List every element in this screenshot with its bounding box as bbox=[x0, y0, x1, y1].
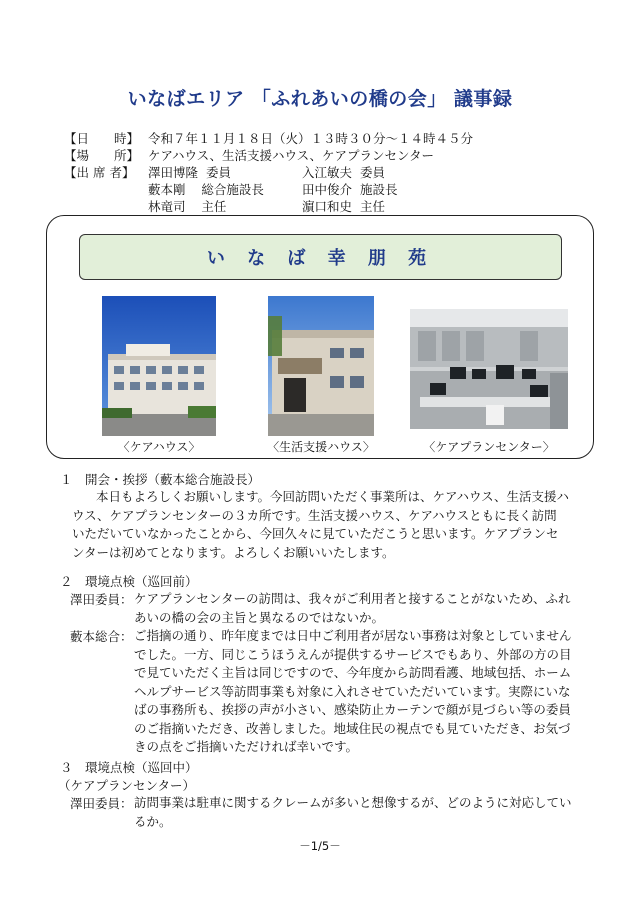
text-line: ウス、ケアプランセンターの３カ所です。生活支援ハウス、ケアハウスともに長く訪問 bbox=[72, 507, 557, 523]
text-line: るか。 bbox=[134, 813, 172, 829]
document-title: いなばエリア 「ふれあいの橋の会」 議事録 bbox=[127, 88, 513, 110]
text-line: 訪問事業は駐車に関するクレームが多いと想像するが、どのように対応してい bbox=[134, 795, 572, 810]
section-heading: ２ 環境点検（巡回前） bbox=[60, 574, 198, 589]
page-number: －1/5－ bbox=[299, 839, 341, 853]
text-line: いただいていなかったことから、今回久々に見ていただこうと思います。ケアプランセ bbox=[72, 526, 559, 541]
info-value: ケアハウス、生活支援ハウス、ケアプランセンター bbox=[148, 148, 435, 163]
speaker-remark bbox=[134, 590, 594, 627]
info-label: 【出 席 者】 bbox=[64, 165, 135, 180]
info-row-date bbox=[64, 130, 473, 147]
text-line: のご指摘いただき、改善しました。地域住民の視点でも見ていただき、お気づ bbox=[134, 720, 571, 736]
info-label: 【日 時】 bbox=[64, 131, 140, 146]
info-row-attendees bbox=[64, 164, 473, 181]
text-line: で見ていただく主旨は同じですので、今年度から訪問看護、地域包括、ホーム bbox=[134, 665, 572, 680]
speaker-remark bbox=[134, 627, 594, 757]
life-support-house-photo bbox=[268, 296, 374, 436]
section-heading: ３ 環境点検（巡回中） bbox=[60, 760, 198, 775]
text-line: でした。一方、同じこうほうえんが提供するサービスでもあり、外部の方の目 bbox=[134, 646, 572, 662]
text-line: 本日もよろしくお願いします。今回訪問いただく事業所は、ケアハウス、生活支援ハ bbox=[96, 489, 570, 504]
info-row-attendees bbox=[64, 181, 473, 198]
meeting-info bbox=[64, 130, 473, 215]
text-line: ばの事務所も、挨拶の声が小さい、感染防止カーテンで顔が見づらい等の委員 bbox=[134, 702, 571, 717]
speaker-label: 澤田委員： bbox=[70, 796, 133, 811]
photo-caption: 〈ケアハウス〉 bbox=[117, 440, 201, 454]
section-heading: １ 開会・挨拶（藪本総合施設長） bbox=[60, 472, 261, 487]
attendee: 澤田博隆 委員 bbox=[148, 165, 231, 180]
text-line: ンターは初めてとなります。よろしくお願いいたします。 bbox=[72, 544, 395, 560]
section-1-body bbox=[72, 488, 592, 562]
text-line: ご指摘の通り、昨年度までは日中ご利用者が居ない事務は対象としていません bbox=[134, 628, 572, 643]
speaker-label: 澤田委員： bbox=[70, 592, 133, 607]
attendee: 林竜司 主任 bbox=[148, 199, 227, 214]
text-line: ケアプランセンターの訪問は、我々がご利用者と接することがないため、ふれ bbox=[134, 591, 571, 606]
care-plan-center-photo bbox=[410, 309, 568, 429]
info-label bbox=[64, 181, 148, 198]
subsection-heading: （ケアプランセンター） bbox=[58, 778, 196, 793]
care-house-photo bbox=[102, 296, 216, 436]
info-row-place bbox=[64, 147, 473, 164]
photo-caption: 〈ケアプランセンター〉 bbox=[423, 440, 555, 454]
info-label: 【場 所】 bbox=[64, 148, 140, 163]
attendee: 濵口和史 主任 bbox=[302, 199, 385, 214]
text-line: ヘルプサービス等訪問事業も対象に入れさせていただいています。実際にいな bbox=[134, 683, 571, 699]
photo-caption: 〈生活支援ハウス〉 bbox=[267, 440, 375, 454]
attendee: 入江敏夫 委員 bbox=[302, 165, 385, 180]
info-row-attendees bbox=[64, 198, 473, 215]
info-value: 令和７年１１月１８日（火）１３時３０分～１４時４５分 bbox=[148, 131, 474, 146]
info-label bbox=[64, 198, 148, 215]
text-line: あいの橋の会の主旨と異なるのではないか。 bbox=[134, 609, 385, 625]
text-line: きの点をご指摘いただければ幸いです。 bbox=[134, 739, 359, 754]
attendee: 田中俊介 施設長 bbox=[302, 182, 398, 197]
speaker-remark bbox=[134, 794, 594, 831]
facility-panel bbox=[46, 215, 594, 459]
facility-name-banner: い な ば 幸 朋 苑 bbox=[79, 234, 562, 280]
attendee: 藪本剛 総合施設長 bbox=[148, 182, 264, 197]
speaker-label: 藪本総合： bbox=[70, 629, 133, 644]
